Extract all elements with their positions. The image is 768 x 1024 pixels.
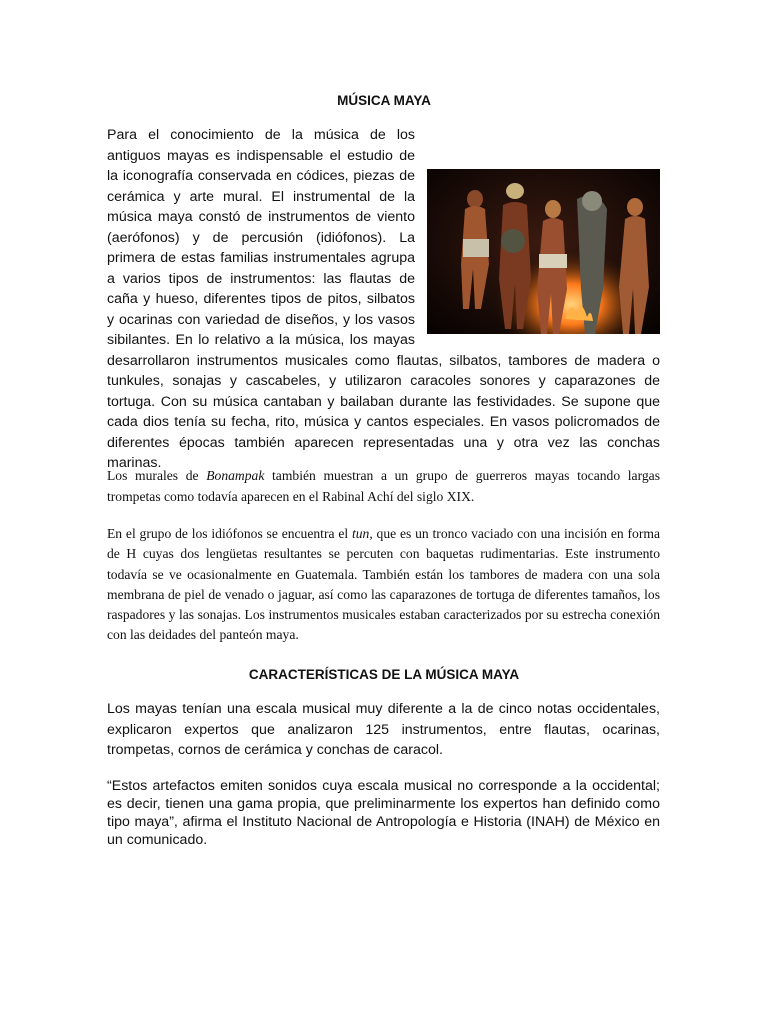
bonampak-term: Bonampak <box>206 468 265 483</box>
tun-term: tun <box>351 526 370 541</box>
section-subtitle: CARACTERÍSTICAS DE LA MÚSICA MAYA <box>248 667 520 682</box>
bonampak-paragraph: Los murales de Bonampak también muestran a un grupo de guerreros mayas tocando largas trompetas como todavía aparecen en el Rabinal Achí del siglo XIX. <box>107 468 660 504</box>
page-title: MÚSICA MAYA <box>337 93 431 108</box>
maya-dancers-photo <box>427 169 660 334</box>
quote-paragraph: “Estos artefactos emiten sonidos cuya escala musical no corresponde a la occidental; es decir, tienen una gama propia, que preliminarmente los expertos han definido como tipo maya”, afirma el Instituto Nacional de Antropología e Historia (INAH) de México en un comunicado. <box>107 778 660 848</box>
scale-paragraph: Los mayas tenían una escala musical muy diferente a la de cinco notas occidentales, explicaron expertos que analizaron 125 instrumentos, entre flautas, ocarinas, trompetas, cornos de cerámica y conchas de caracol. <box>107 701 660 758</box>
intro-paragraph: Para el conocimiento de la música de los antiguos mayas es indispensable el estudio de la iconografía conservada en códices, piezas de cerámica y arte mural. El instrumental de la música maya constó de instrumentos de viento (aerófonos) y de percusión (idiófonos). La primera de estas familias instrumentales agrupa a varios tipos de instrumentos: las flautas de caña y hueso, diferentes tipos de pitos, silbatos y ocarinas con variedad de diseños, y los vasos sibilantes. En lo relativo a la música, los mayas desarrollaron instrumentos musicales como flautas, silbatos, tambores de madera o tunkules, sonajas y cascabeles, y utilizaron caracoles sonores y caparazones de tortuga. Con su música cantaban y bailaban durante las festividades. Se supone que cada dios tenía su fecha, rito, música y cantos especiales. En vasos policromados de diferentes épocas también aparecen representadas una y otra vez las conchas marinas. <box>107 127 660 471</box>
idiophones-paragraph: En el grupo de los idiófonos se encuentra el tun, que es un tronco vaciado con una incisión en forma de H cuyas dos lengüetas resultantes se percuten con baquetas rudimentarias. Este instrumento todavía se ve ocasionalmente en Guatemala. También están los tambores de madera con una sola membrana de piel de venado o jaguar, así como las caparazones de tortuga de diferentes tamaños, los raspadores y las sonajas. Los instrumentos musicales estaban caracterizados por su estrecha conexión con las deidades del panteón maya. <box>107 526 660 643</box>
